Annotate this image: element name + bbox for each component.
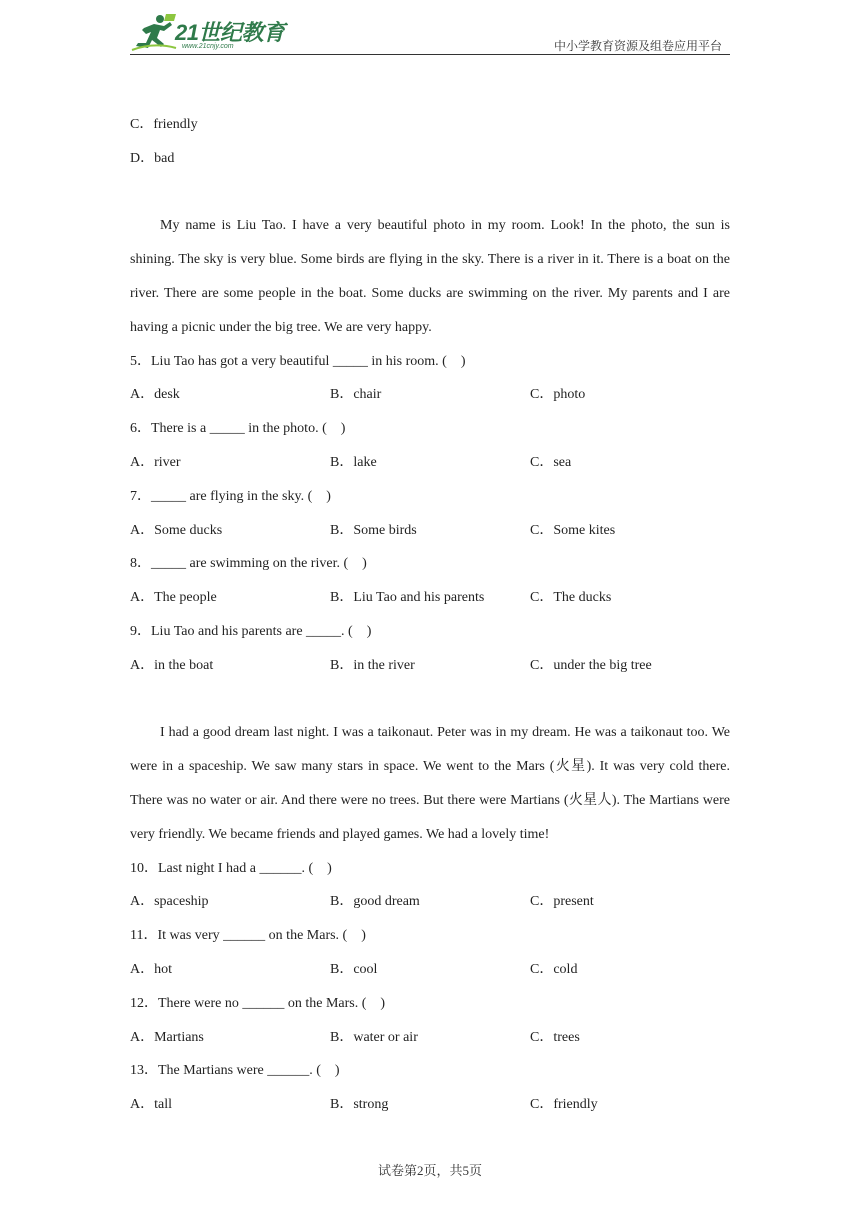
option-b: B．Some birds <box>330 522 417 538</box>
option-b: B．chair <box>330 387 382 403</box>
option-c: C．sea <box>530 454 572 470</box>
question-9: 9．Liu Tao and his parents are _____. ( ) <box>130 623 372 639</box>
option-b: B．cool <box>330 961 378 977</box>
options-12 <box>130 1021 730 1055</box>
option-a: A．desk <box>130 387 180 403</box>
option-a: A．Martians <box>130 1029 204 1045</box>
option-c: C．present <box>530 894 594 910</box>
options-7 <box>130 514 730 548</box>
header-divider <box>130 54 730 55</box>
options-6 <box>130 446 730 480</box>
question-6: 6．There is a _____ in the photo. ( ) <box>130 421 346 437</box>
question-12: 12．There were no ______ on the Mars. ( ) <box>130 995 386 1011</box>
option-a: A．Some ducks <box>130 522 223 538</box>
option-a: A．spaceship <box>130 894 209 910</box>
option-c: C．Some kites <box>530 522 616 538</box>
spacer <box>130 176 730 210</box>
page-footer: 试卷第2页，共5页 <box>377 1163 482 1178</box>
question-8: 8．_____ are swimming on the river. ( ) <box>130 556 367 572</box>
option-c: C．cold <box>530 961 578 977</box>
page-content <box>130 108 730 1122</box>
option-c: C．under the big tree <box>530 657 652 673</box>
prev-option-c: C．friendly <box>130 117 198 132</box>
question-13: 13．The Martians were ______. ( ) <box>130 1063 340 1079</box>
option-a: A．hot <box>130 961 172 977</box>
options-5 <box>130 378 730 412</box>
option-c: C．friendly <box>530 1097 598 1113</box>
option-a: A．in the boat <box>130 657 214 673</box>
prev-option-d: D．bad <box>130 150 175 166</box>
logo-url: www.21cnjy.com <box>182 43 234 50</box>
option-a: A．tall <box>130 1097 172 1113</box>
runner-icon <box>130 12 178 52</box>
option-b: B．water or air <box>330 1029 418 1045</box>
option-a: A．river <box>130 454 181 470</box>
option-b: B．strong <box>330 1097 389 1113</box>
options-9 <box>130 649 730 683</box>
option-b: B．in the river <box>330 657 415 673</box>
question-group-2 <box>130 852 730 1122</box>
option-c: C．The ducks <box>530 590 612 606</box>
option-b: B．Liu Tao and his parents <box>330 590 485 606</box>
options-8 <box>130 581 730 615</box>
question-11: 11．It was very ______ on the Mars. ( ) <box>130 928 366 944</box>
site-logo <box>130 12 300 54</box>
logo-text: 21世纪教育 <box>175 20 285 45</box>
option-c: C．trees <box>530 1029 580 1045</box>
question-5: 5．Liu Tao has got a very beautiful _____ in his room. ( ) <box>130 353 466 369</box>
page-header <box>130 12 730 54</box>
option-b: B．lake <box>330 454 377 470</box>
reading-passage-1: My name is Liu Tao. I have a very beautiful photo in my room. Look! In the photo, the sun is shining. The sky is very blue. Some birds are flying in the sky. There is a river in it. There is a boat on the river. There are some people in the boat. Some ducks are swimming on the river. My parents and I are having a picnic under the big tree. We are very happy. <box>130 218 730 335</box>
question-10: 10．Last night I had a ______. ( ) <box>130 860 332 876</box>
options-11 <box>130 953 730 987</box>
options-10 <box>130 885 730 919</box>
spacer <box>130 683 730 717</box>
header-platform-text: 中小学教育资源及组卷应用平台 <box>553 39 722 53</box>
question-7: 7．_____ are flying in the sky. ( ) <box>130 488 331 504</box>
question-group-1 <box>130 345 730 683</box>
reading-passage-2: I had a good dream last night. I was a taikonaut. Peter was in my dream. He was a taikonaut too. We were in a spaceship. We saw many stars in space. We went to the Mars (火星). It was very cold there. There was no water or air. And there were no trees. But there were Martians (火星人). The Martians were very friendly. We became friends and played games. We had a lovely time! <box>130 725 730 842</box>
options-13 <box>130 1088 730 1122</box>
option-c: C．photo <box>530 387 586 403</box>
option-b: B．good dream <box>330 894 420 910</box>
option-a: A．The people <box>130 590 217 606</box>
